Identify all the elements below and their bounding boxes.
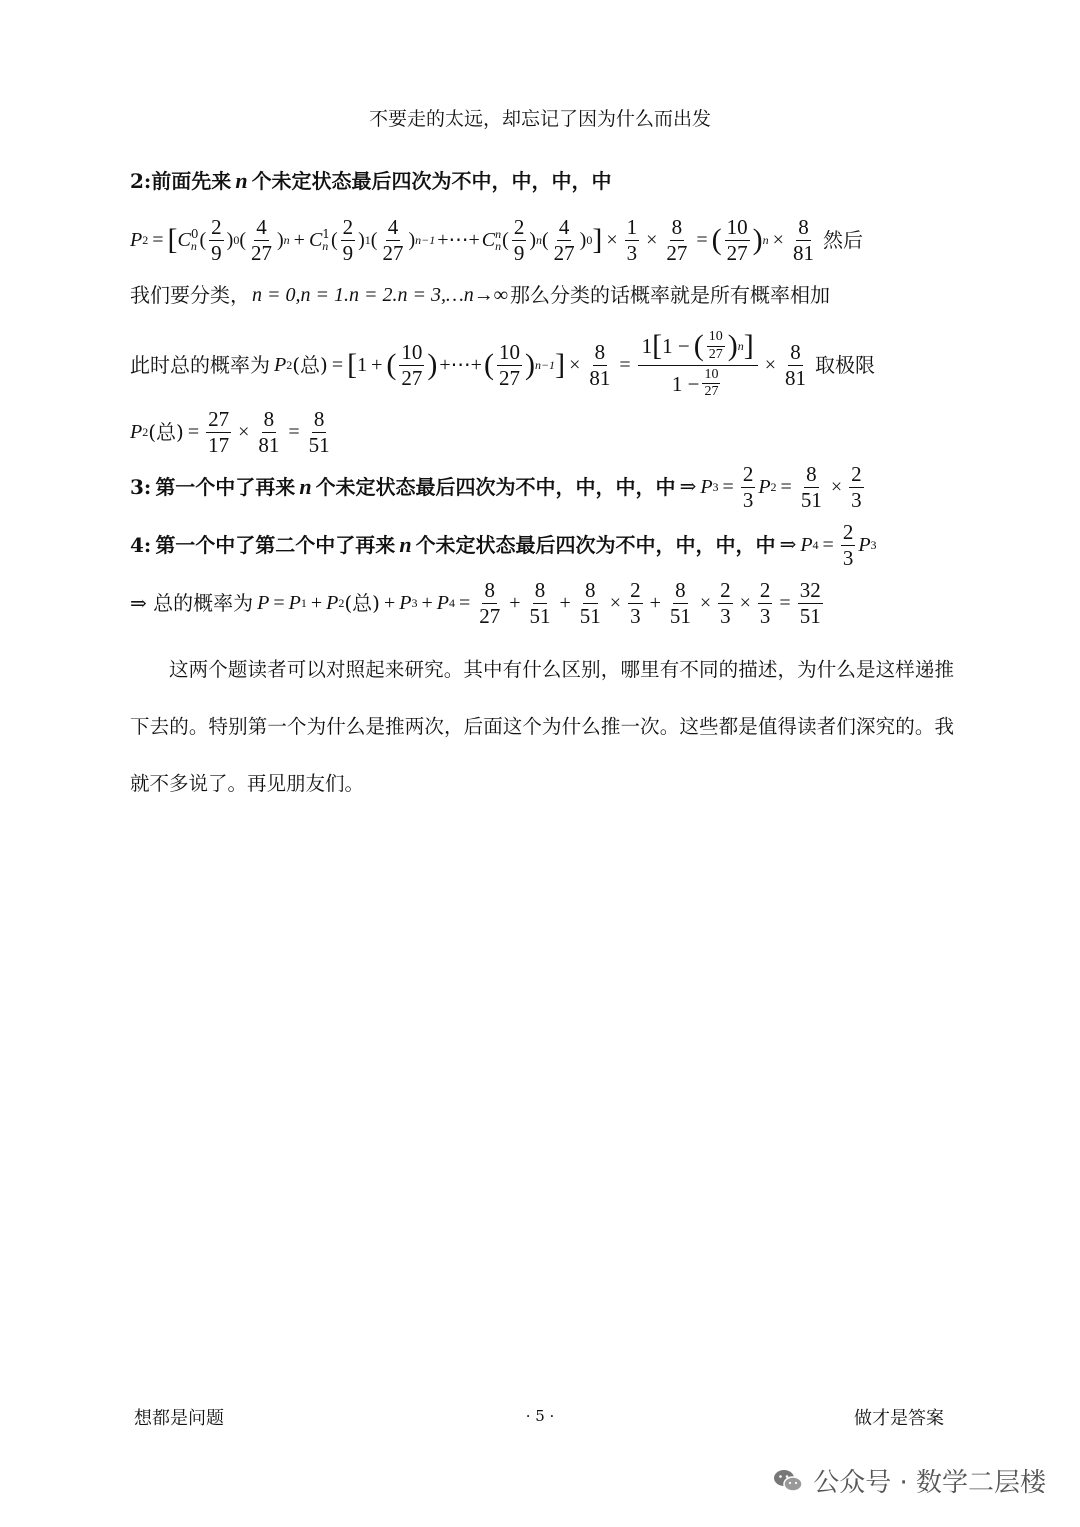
plus: + <box>559 592 571 614</box>
p2-symbol: P <box>130 229 143 251</box>
p3-sub: 3 <box>712 480 719 494</box>
p2-symbol: P <box>130 421 143 443</box>
paren: ( <box>370 229 378 251</box>
exp: n <box>283 233 290 247</box>
plus: + <box>293 229 305 251</box>
frac-10-27: $\frac{10}{27}$ <box>401 340 423 390</box>
times: × <box>646 229 658 251</box>
case4-n: n <box>399 532 412 557</box>
times: × <box>238 421 250 443</box>
paren: ( <box>199 229 207 251</box>
case4-heading-b: 个未定状态最后四次为不中，中，中，中 <box>415 533 776 557</box>
case2-n: n <box>235 168 248 193</box>
dots: +⋯+ <box>439 354 482 376</box>
equals: = <box>331 354 344 376</box>
times: × <box>606 229 618 251</box>
exp: n−1 <box>534 358 556 372</box>
bracket-open: [ <box>167 223 178 256</box>
p2-symbol: P <box>758 476 771 498</box>
times: × <box>764 354 776 376</box>
equals: = <box>273 592 285 614</box>
case2-heading-rest: 个未定状态最后四次为不中，中，中，中 <box>251 169 612 193</box>
plus: + <box>310 592 323 614</box>
frac-2-3: $\frac{2}{3}$ <box>742 462 754 512</box>
p2-sub: 2 <box>142 233 149 247</box>
times: × <box>699 592 712 614</box>
frac-result: $\frac{32}{51}$ <box>799 578 821 628</box>
case3-number: 3: <box>130 475 152 499</box>
p3-sub: 3 <box>411 596 418 610</box>
frac-1-3: $\frac{1}{3}$ <box>626 215 638 265</box>
total-label: (总) <box>292 353 328 377</box>
case3-heading-b: 个未定状态最后四次为不中，中，中，中 <box>315 475 676 499</box>
watermark <box>773 1462 1046 1499</box>
p4-sub: 4 <box>448 596 455 610</box>
paren-close: ) <box>752 223 763 256</box>
times: × <box>772 229 784 251</box>
formula-p2-total <box>130 330 875 400</box>
frac-2-9: $\frac{2}{9}$ <box>513 215 525 265</box>
case3-line <box>130 462 867 512</box>
exp: n <box>762 233 769 247</box>
frac-2-3: $\frac{2}{3}$ <box>759 578 771 628</box>
p1-sub: 1 <box>300 596 307 610</box>
paren: ) <box>358 229 365 251</box>
formula-limit <box>130 408 335 456</box>
frac-8-51: $\frac{8}{51}$ <box>669 578 691 628</box>
page-number: · 5 · <box>525 1407 555 1425</box>
c-indices: n n <box>495 227 502 253</box>
p2-symbol: P <box>326 592 339 614</box>
frac-10-27: $\frac{10}{27}$ <box>726 215 748 265</box>
frac-8-81: $\frac{8}{81}$ <box>785 340 806 390</box>
frac-10-27: $\frac{10}{27}$ <box>498 340 520 390</box>
then-text: 然后 <box>822 228 863 252</box>
paren: ) <box>226 229 234 251</box>
bracket-open: [ <box>347 348 358 381</box>
paren: ) <box>408 229 416 251</box>
watermark-text: 公众号 · 数学二层楼 <box>813 1468 1046 1498</box>
exp: n <box>535 233 542 247</box>
equals: = <box>187 421 200 443</box>
paren: ( <box>502 229 509 251</box>
p2-sub: 2 <box>770 480 777 494</box>
total-label: (总) <box>148 420 184 444</box>
exp: 0 <box>586 233 593 247</box>
c-symbol: C <box>177 229 191 251</box>
p3-sub: 3 <box>870 538 877 552</box>
paren-close: ) <box>427 348 438 381</box>
times: × <box>569 354 581 376</box>
p3-symbol: P <box>700 476 713 498</box>
c-indices: 1 n <box>322 227 330 253</box>
frac-8-81: $\frac{8}{81}$ <box>792 215 814 265</box>
times: × <box>830 476 843 498</box>
implies-arrow: ⇒ <box>779 534 797 556</box>
footer-left: 想都是问题 <box>134 1408 224 1429</box>
paren-open: ( <box>711 223 722 256</box>
equals: = <box>288 421 300 443</box>
case2-number: 2: <box>130 169 152 193</box>
c-indices: 0 n <box>190 227 199 253</box>
plus: + <box>421 592 433 614</box>
frac-8-51: $\frac{8}{51}$ <box>800 462 822 512</box>
case4-number: 4: <box>130 533 152 557</box>
plus: + <box>509 592 521 614</box>
times: × <box>739 592 751 614</box>
paren: ) <box>579 229 587 251</box>
paragraph-text: 这两个题读者可以对照起来研究。其中有什么区别，哪里有不同的描述，为什么是这样递推下去的。特别第一个为什么是推两次，后面这个为什么推一次。这些都是值得读者们深究的。我就不多说了。再见朋友们。 <box>130 658 954 795</box>
wechat-icon <box>773 1468 803 1494</box>
plus: + <box>383 592 396 614</box>
case2-heading-text: 前面先来 <box>151 169 232 193</box>
p3-symbol: P <box>858 534 871 556</box>
equals: = <box>779 592 791 614</box>
total-prefix: ⇒ 总的概率为 <box>130 591 254 615</box>
case4-heading-a: 第一个中了第二个中了再来 <box>155 533 396 557</box>
formula-p2 <box>130 216 863 264</box>
frac-8-27: $\frac{8}{27}$ <box>666 215 688 265</box>
equals: = <box>822 534 834 556</box>
classify-text: 我们要分类， <box>130 283 250 307</box>
equals: = <box>722 476 734 498</box>
page-header: 不要走的太远，却忘记了因为什么而出发 <box>368 108 711 130</box>
implies-arrow: ⇒ <box>679 476 697 498</box>
p1-symbol: P <box>288 592 301 614</box>
bracket-close: ] <box>555 348 566 381</box>
frac-2-3: $\frac{2}{3}$ <box>851 462 862 512</box>
classify-rest: 那么分类的话概率就是所有概率相加 <box>510 283 831 307</box>
classify-math: n = 0,n = 1.n = 2.n = 3,…n→∞ <box>252 284 509 306</box>
bracket-close: ] <box>592 223 603 256</box>
case4-line <box>130 520 877 570</box>
p3-symbol: P <box>399 592 412 614</box>
frac-4-27: $\frac{4}{27}$ <box>251 215 272 265</box>
frac-2-3: $\frac{2}{3}$ <box>630 578 641 628</box>
c-symbol: C <box>308 229 323 251</box>
equals: = <box>619 354 631 376</box>
frac-4-27: $\frac{4}{27}$ <box>382 215 404 265</box>
frac-8-81: $\frac{8}{81}$ <box>589 340 611 390</box>
paren: ( <box>239 229 246 251</box>
frac-2-3: $\frac{2}{3}$ <box>842 520 854 570</box>
geometric-sum-frac: 1 [ 1 − ( $\frac{10}{27}$ ) n ] 1 − $\frac{10}{27}$ <box>638 330 758 400</box>
times: × <box>609 592 622 614</box>
exp: 1 <box>364 233 371 247</box>
formula-total <box>130 578 826 628</box>
closing-paragraph <box>130 641 954 812</box>
paren-open: ( <box>483 348 494 381</box>
dots: +⋯+ <box>437 229 480 251</box>
equals: = <box>780 476 792 498</box>
footer-right: 做才是答案 <box>854 1408 944 1429</box>
frac-8-51: $\frac{8}{51}$ <box>529 578 551 628</box>
p2-sub: 2 <box>338 596 345 610</box>
p4-symbol: P <box>436 592 449 614</box>
equals: = <box>696 229 708 251</box>
p2-sub: 2 <box>142 425 149 439</box>
paren: ( <box>330 229 338 251</box>
frac-8-51: $\frac{8}{51}$ <box>579 578 601 628</box>
p2-sub: 2 <box>286 358 293 372</box>
frac-8-27: $\frac{8}{27}$ <box>479 578 501 628</box>
case3-heading-a: 第一个中了再来 <box>155 475 296 499</box>
frac-8-51: $\frac{8}{51}$ <box>308 407 330 457</box>
frac-2-9: $\frac{2}{9}$ <box>211 215 222 265</box>
equals: = <box>458 592 471 614</box>
frac-2-9: $\frac{2}{9}$ <box>342 215 354 265</box>
frac-4-27: $\frac{4}{27}$ <box>553 215 575 265</box>
p4-sub: 4 <box>812 538 819 552</box>
equals: = <box>152 229 164 251</box>
paren-open: ( <box>386 348 397 381</box>
p2-symbol: P <box>274 354 287 376</box>
c-symbol: C <box>481 229 496 251</box>
one: 1 <box>357 354 368 376</box>
p-symbol: P <box>257 592 270 614</box>
case2-heading <box>130 170 612 192</box>
exp: n−1 <box>415 233 436 247</box>
total-prefix: 此时总的概率为 <box>130 353 270 377</box>
paren: ) <box>277 229 284 251</box>
case3-n: n <box>299 474 312 499</box>
exp: 0 <box>233 233 240 247</box>
plus: + <box>649 592 661 614</box>
frac-27-17: $\frac{27}{17}$ <box>208 407 230 457</box>
take-limit-text: 取极限 <box>815 353 875 377</box>
paren-close: ) <box>524 348 535 381</box>
paren: ( <box>541 229 549 251</box>
frac-2-3: $\frac{2}{3}$ <box>720 578 731 628</box>
frac-8-81: $\frac{8}{81}$ <box>258 407 280 457</box>
total-label: (总) <box>344 591 380 615</box>
classify-line <box>130 285 830 305</box>
p4-symbol: P <box>800 534 813 556</box>
paren: ) <box>529 229 536 251</box>
plus: + <box>371 354 383 376</box>
